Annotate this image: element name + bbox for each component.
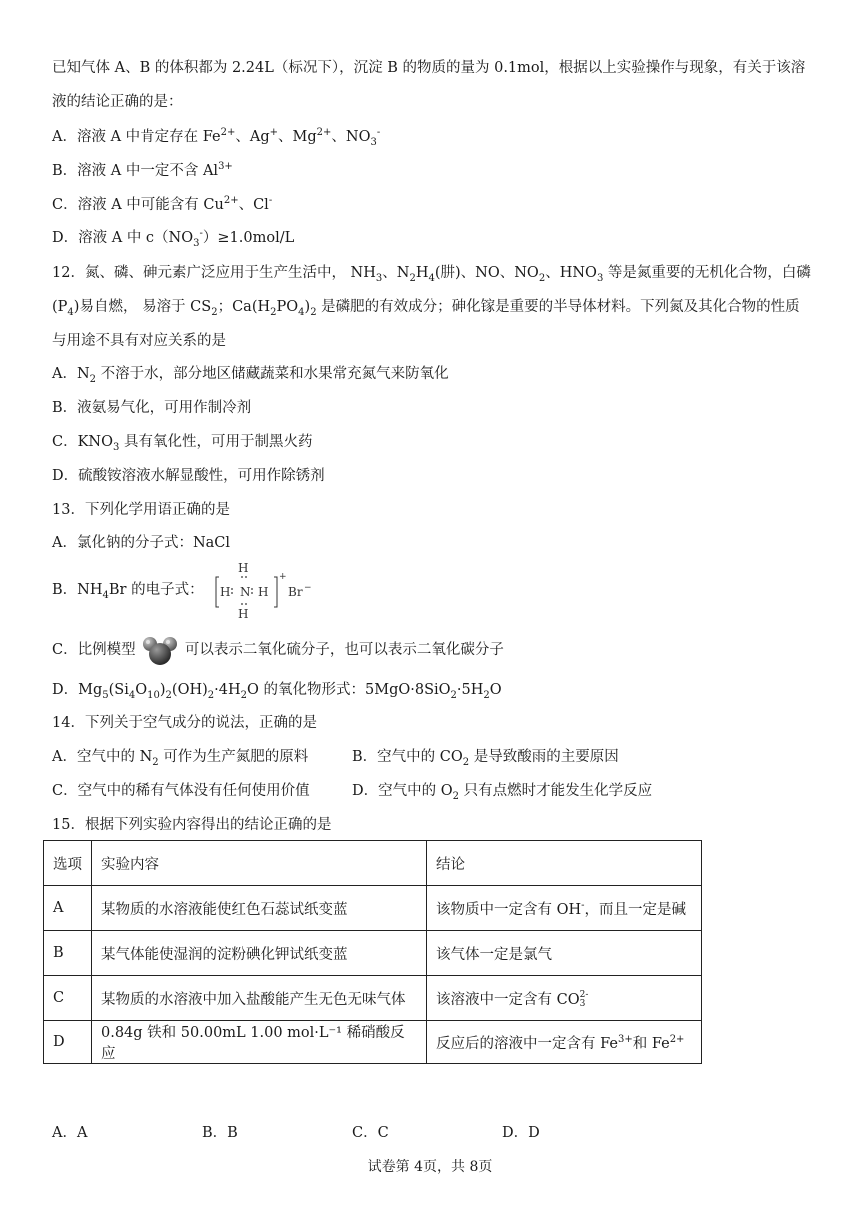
row-conclusion: 该物质中一定含有 OH-，而且一定是碱 <box>427 886 702 931</box>
q14-option-a: A．空气中的 $N_2$ 可作为生产氮肥的原料 <box>52 749 309 768</box>
q14-options-row1 <box>52 747 619 768</box>
header-option: 选项 <box>44 841 92 886</box>
q15-option-b: B．B <box>202 1125 238 1141</box>
table-row <box>44 976 702 1021</box>
table-row <box>44 1021 702 1064</box>
q13-option-b: B．$NH_4Br$ 的电子式： H H N H H + Br − <box>52 558 312 622</box>
q11-option-d: D．溶液 A 中 $c(NO_3^-)\ge 1.0mol/L$ <box>52 228 295 249</box>
ammonium-bromide-electron-formula <box>214 562 312 618</box>
row-option: A <box>44 886 92 931</box>
h-bottom: H <box>238 607 249 618</box>
row-conclusion: 反应后的溶液中一定含有 $Fe^{3+}$和 $Fe^{2+}$ <box>427 1021 702 1064</box>
q12-stem-line2: $(P_4)$易自燃， 易溶于 $CS_2$；$Ca(H_2PO_4)_2$ 是磷肥的有效成分；砷化镓是重要的半导体材料。下列氮及其化合物的性质 <box>52 299 800 318</box>
q11-option-b: B．溶液 A 中一定不含 $Al^{3+}$ <box>52 161 233 179</box>
row-conclusion: 该溶液中一定含有 CO 2- 3 <box>427 976 702 1021</box>
q11-option-c: C．溶液 A 中可能含有 $Cu^{2+}$、Cl- <box>52 195 273 213</box>
row-conclusion: 该气体一定是氯气 <box>427 931 702 976</box>
q15-table <box>43 840 702 1064</box>
q15-option-d: D．D <box>502 1125 540 1141</box>
header-content: 实验内容 <box>92 841 427 886</box>
q11-option-a: A．溶液 A 中肯定存在 $Fe^{2+}$、Ag+、$Mg^{2+}$、$NO_3^-$ <box>52 127 381 148</box>
row-content: 某气体能使湿润的淀粉碘化钾试纸变蓝 <box>92 931 427 976</box>
q12-stem-line1: 12．氮、磷、砷元素广泛应用于生产生活中， $NH_3$、$N_2H_4$(肼)、NO、$NO_2$、$HNO_3$ 等是氮重要的无机化合物，白磷 <box>52 265 811 284</box>
bromide: Br <box>288 585 303 599</box>
charge-negative: − <box>304 583 312 593</box>
table-row <box>44 931 702 976</box>
q12-option-b: B．液氨易气化，可用作制冷剂 <box>52 400 252 416</box>
q14-stem: 14．下列关于空气成分的说法，正确的是 <box>52 715 317 731</box>
q12-option-a: A．$N_2$ 不溶于水，部分地区储藏蔬菜和水果常充氮气来防氧化 <box>52 366 449 385</box>
row-option: B <box>44 931 92 976</box>
row-option: C <box>44 976 92 1021</box>
q14-options-row2 <box>52 781 653 802</box>
h-top: H <box>238 562 249 575</box>
h-right: H <box>258 585 269 599</box>
table-header-row <box>44 841 702 886</box>
q14-option-c: C．空气中的稀有气体没有任何使用价值 <box>52 783 310 799</box>
q13-option-a: A．氯化钠的分子式：NaCl <box>52 535 231 551</box>
row-content: 某物质的水溶液中加入盐酸能产生无色无味气体 <box>92 976 427 1021</box>
table-row <box>44 886 702 931</box>
page-footer: 试卷第 4页，共 8页 <box>367 1159 493 1175</box>
q13-option-c: C．比例模型 可以表示二氧化硫分子，也可以表示二氧化碳分子 <box>52 632 504 668</box>
q15-option-c: C．C <box>352 1125 389 1141</box>
row-content: 某物质的水溶液能使红色石蕊试纸变蓝 <box>92 886 427 931</box>
q11-stem-line1: 已知气体 A、B 的体积都为 2.24L（标况下），沉淀 B 的物质的量为 0.1mol，根据以上实验操作与现象，有关于该溶 <box>52 60 806 76</box>
q14-option-d: D．空气中的 $O_2$ 只有点燃时才能发生化学反应 <box>352 783 653 802</box>
space-filling-model-icon <box>142 633 178 667</box>
row-option: D <box>44 1021 92 1064</box>
charge-positive: + <box>279 572 287 582</box>
row-content: 0.84g 铁和 50.00mL 1.00 mol·L⁻¹ 稀硝酸反应 <box>92 1021 427 1064</box>
h-left: H <box>220 585 231 599</box>
q12-option-c: C．$KNO_3$ 具有氧化性，可用于制黑火药 <box>52 434 313 453</box>
q13-stem: 13．下列化学用语正确的是 <box>52 502 230 518</box>
q12-option-d: D．硫酸铵溶液水解显酸性，可用作除锈剂 <box>52 468 325 484</box>
n-center: N <box>240 585 251 599</box>
q14-option-b: B．空气中的 $CO_2$ 是导致酸雨的主要原因 <box>352 749 619 768</box>
q11-stem-line2: 液的结论正确的是： <box>52 94 183 110</box>
header-conclusion: 结论 <box>427 841 702 886</box>
q12-stem-line3: 与用途不具有对应关系的是 <box>52 333 226 349</box>
q15-stem: 15．根据下列实验内容得出的结论正确的是 <box>52 817 332 833</box>
q13-option-d: D．$Mg_5(Si_4O_{10})_2(OH)_2\cdot 4H_2O$ 的氧化物形式：$5MgO\cdot 8SiO_2\cdot 5H_2O$ <box>52 682 502 701</box>
q15-option-a: A．A <box>52 1125 88 1141</box>
